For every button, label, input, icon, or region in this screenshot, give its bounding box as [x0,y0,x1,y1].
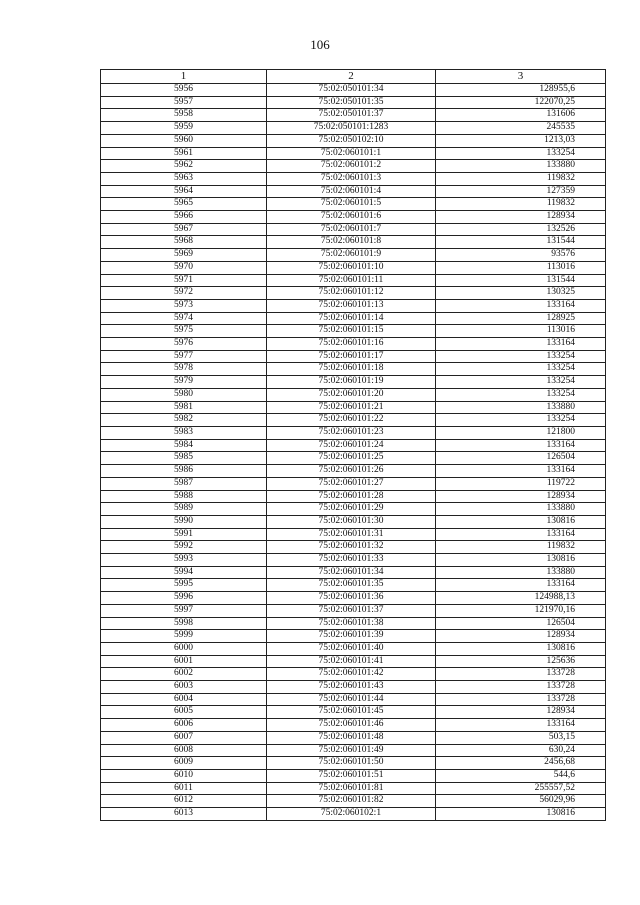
value-cell: 126504 [436,452,606,465]
row-number-cell: 5981 [101,401,267,414]
row-number-cell: 5998 [101,617,267,630]
table-row [101,592,606,605]
table-row [101,261,606,274]
row-number-cell: 5975 [101,325,267,338]
value-cell: 503,15 [436,731,606,744]
cadastral-number-cell: 75:02:060102:1 [267,808,436,821]
value-cell: 130816 [436,642,606,655]
cadastral-number-cell: 75:02:060101:39 [267,630,436,643]
value-cell: 56029,96 [436,795,606,808]
value-cell: 1213,03 [436,134,606,147]
table-row [101,109,606,122]
row-number-cell: 5958 [101,109,267,122]
row-number-cell: 5960 [101,134,267,147]
row-number-cell: 6000 [101,642,267,655]
value-cell: 133254 [436,414,606,427]
row-number-cell: 5977 [101,350,267,363]
cadastral-number-cell: 75:02:060101:44 [267,693,436,706]
value-cell: 128934 [436,706,606,719]
cadastral-number-cell: 75:02:060101:24 [267,439,436,452]
value-cell: 133254 [436,350,606,363]
row-number-cell: 5974 [101,312,267,325]
table-row [101,515,606,528]
table-row [101,198,606,211]
value-cell: 133164 [436,439,606,452]
row-number-cell: 5999 [101,630,267,643]
value-cell: 124988,13 [436,592,606,605]
table-row [101,782,606,795]
table-row [101,376,606,389]
cadastral-number-cell: 75:02:060101:50 [267,757,436,770]
table-row [101,668,606,681]
value-cell: 128934 [436,211,606,224]
value-cell: 133164 [436,528,606,541]
value-cell: 93576 [436,249,606,262]
row-number-cell: 6009 [101,757,267,770]
cadastral-number-cell: 75:02:050101:37 [267,109,436,122]
value-cell: 128934 [436,630,606,643]
row-number-cell: 6012 [101,795,267,808]
cadastral-number-cell: 75:02:060101:25 [267,452,436,465]
value-cell: 119832 [436,172,606,185]
header-row [101,70,606,84]
table-row [101,706,606,719]
table-row [101,744,606,757]
table-row [101,185,606,198]
table-row [101,363,606,376]
cadastral-number-cell: 75:02:060101:42 [267,668,436,681]
table-row [101,439,606,452]
cadastral-number-cell: 75:02:060101:32 [267,541,436,554]
table-row [101,693,606,706]
table-row [101,731,606,744]
table-row [101,274,606,287]
cadastral-number-cell: 75:02:060101:9 [267,249,436,262]
row-number-cell: 5991 [101,528,267,541]
row-number-cell: 6006 [101,719,267,732]
table-row [101,769,606,782]
value-cell: 544,6 [436,769,606,782]
cadastral-number-cell: 75:02:060101:1 [267,147,436,160]
value-cell: 119722 [436,477,606,490]
table-row [101,211,606,224]
table-row [101,681,606,694]
row-number-cell: 5994 [101,566,267,579]
table-row [101,147,606,160]
row-number-cell: 5983 [101,426,267,439]
column-header-2: 2 [267,70,436,84]
table-row [101,490,606,503]
value-cell: 133728 [436,693,606,706]
row-number-cell: 5961 [101,147,267,160]
row-number-cell: 5973 [101,299,267,312]
column-header-3: 3 [436,70,606,84]
value-cell: 131544 [436,236,606,249]
value-cell: 130816 [436,554,606,567]
table-row [101,325,606,338]
row-number-cell: 5959 [101,122,267,135]
value-cell: 119832 [436,198,606,211]
row-number-cell: 5979 [101,376,267,389]
cadastral-number-cell: 75:02:060101:7 [267,223,436,236]
cadastral-number-cell: 75:02:060101:13 [267,299,436,312]
cadastral-number-cell: 75:02:060101:21 [267,401,436,414]
cadastral-number-cell: 75:02:060101:28 [267,490,436,503]
cadastral-number-cell: 75:02:060101:40 [267,642,436,655]
cadastral-number-cell: 75:02:060101:51 [267,769,436,782]
value-cell: 2456,68 [436,757,606,770]
row-number-cell: 6002 [101,668,267,681]
cadastral-number-cell: 75:02:060101:17 [267,350,436,363]
value-cell: 133880 [436,160,606,173]
value-cell: 133164 [436,719,606,732]
row-number-cell: 5978 [101,363,267,376]
row-number-cell: 6001 [101,655,267,668]
cadastral-number-cell: 75:02:060101:16 [267,338,436,351]
row-number-cell: 5993 [101,554,267,567]
table-row [101,249,606,262]
value-cell: 255557,52 [436,782,606,795]
cadastral-number-cell: 75:02:060101:36 [267,592,436,605]
value-cell: 133164 [436,299,606,312]
value-cell: 126504 [436,617,606,630]
value-cell: 127359 [436,185,606,198]
row-number-cell: 5988 [101,490,267,503]
value-cell: 133164 [436,579,606,592]
cadastral-number-cell: 75:02:060101:4 [267,185,436,198]
cadastral-number-cell: 75:02:060101:43 [267,681,436,694]
value-cell: 113016 [436,325,606,338]
cadastral-number-cell: 75:02:060101:35 [267,579,436,592]
row-number-cell: 5967 [101,223,267,236]
cadastral-number-cell: 75:02:050101:34 [267,84,436,97]
value-cell: 131544 [436,274,606,287]
table-row [101,541,606,554]
cadastral-number-cell: 75:02:060101:23 [267,426,436,439]
value-cell: 119832 [436,541,606,554]
value-cell: 121800 [436,426,606,439]
cadastral-number-cell: 75:02:060101:81 [267,782,436,795]
row-number-cell: 6011 [101,782,267,795]
value-cell: 133728 [436,668,606,681]
cadastral-number-cell: 75:02:060101:38 [267,617,436,630]
table-row [101,465,606,478]
cadastral-number-cell: 75:02:060101:3 [267,172,436,185]
row-number-cell: 5962 [101,160,267,173]
row-number-cell: 5997 [101,604,267,617]
value-cell: 122070,25 [436,96,606,109]
row-number-cell: 5976 [101,338,267,351]
value-cell: 630,24 [436,744,606,757]
value-cell: 128925 [436,312,606,325]
table-row [101,579,606,592]
table-row [101,630,606,643]
cadastral-number-cell: 75:02:060101:49 [267,744,436,757]
table-row [101,388,606,401]
page-number: 106 [310,37,330,52]
value-cell: 128955,6 [436,84,606,97]
value-cell: 130816 [436,808,606,821]
cadastral-number-cell: 75:02:060101:31 [267,528,436,541]
table-row [101,528,606,541]
row-number-cell: 5984 [101,439,267,452]
value-cell: 133254 [436,147,606,160]
column-header-1: 1 [101,70,267,84]
row-number-cell: 5969 [101,249,267,262]
cadastral-number-cell: 75:02:060101:82 [267,795,436,808]
table-body [101,84,606,821]
value-cell: 133880 [436,503,606,516]
table-row [101,604,606,617]
data-table [100,69,606,821]
cadastral-number-cell: 75:02:060101:33 [267,554,436,567]
row-number-cell: 5972 [101,287,267,300]
table-row [101,84,606,97]
cadastral-number-cell: 75:02:060101:18 [267,363,436,376]
cadastral-number-cell: 75:02:060101:27 [267,477,436,490]
cadastral-number-cell: 75:02:050101:35 [267,96,436,109]
cadastral-number-cell: 75:02:060101:10 [267,261,436,274]
value-cell: 131606 [436,109,606,122]
row-number-cell: 5980 [101,388,267,401]
row-number-cell: 5987 [101,477,267,490]
cadastral-number-cell: 75:02:060101:14 [267,312,436,325]
table-header [101,70,606,84]
cadastral-number-cell: 75:02:060101:12 [267,287,436,300]
table-row [101,566,606,579]
cadastral-number-cell: 75:02:060101:2 [267,160,436,173]
row-number-cell: 6005 [101,706,267,719]
value-cell: 133164 [436,465,606,478]
value-cell: 132526 [436,223,606,236]
value-cell: 245535 [436,122,606,135]
table-row [101,350,606,363]
table-row [101,554,606,567]
table-row [101,287,606,300]
row-number-cell: 5996 [101,592,267,605]
value-cell: 125636 [436,655,606,668]
row-number-cell: 6004 [101,693,267,706]
value-cell: 133880 [436,566,606,579]
row-number-cell: 5990 [101,515,267,528]
row-number-cell: 6008 [101,744,267,757]
value-cell: 121970,16 [436,604,606,617]
cadastral-number-cell: 75:02:060101:41 [267,655,436,668]
table-row [101,452,606,465]
cadastral-number-cell: 75:02:060101:11 [267,274,436,287]
row-number-cell: 5992 [101,541,267,554]
table-row [101,299,606,312]
row-number-cell: 6007 [101,731,267,744]
cadastral-number-cell: 75:02:060101:20 [267,388,436,401]
cadastral-number-cell: 75:02:060101:46 [267,719,436,732]
row-number-cell: 5968 [101,236,267,249]
cadastral-number-cell: 75:02:060101:34 [267,566,436,579]
row-number-cell: 6003 [101,681,267,694]
table-row [101,655,606,668]
cadastral-number-cell: 75:02:060101:19 [267,376,436,389]
value-cell: 133254 [436,376,606,389]
value-cell: 128934 [436,490,606,503]
table-row [101,426,606,439]
cadastral-number-cell: 75:02:060101:5 [267,198,436,211]
table-row [101,96,606,109]
cadastral-number-cell: 75:02:060101:8 [267,236,436,249]
value-cell: 133254 [436,388,606,401]
table-row [101,312,606,325]
row-number-cell: 5985 [101,452,267,465]
cadastral-number-cell: 75:02:060101:26 [267,465,436,478]
table-row [101,719,606,732]
cadastral-number-cell: 75:02:050102:10 [267,134,436,147]
row-number-cell: 5963 [101,172,267,185]
cadastral-number-cell: 75:02:060101:6 [267,211,436,224]
row-number-cell: 5986 [101,465,267,478]
value-cell: 130325 [436,287,606,300]
row-number-cell: 5964 [101,185,267,198]
table-row [101,223,606,236]
table-row [101,477,606,490]
row-number-cell: 5982 [101,414,267,427]
cadastral-number-cell: 75:02:060101:48 [267,731,436,744]
cadastral-number-cell: 75:02:060101:15 [267,325,436,338]
row-number-cell: 5956 [101,84,267,97]
row-number-cell: 5957 [101,96,267,109]
row-number-cell: 5970 [101,261,267,274]
row-number-cell: 5995 [101,579,267,592]
table-row [101,642,606,655]
value-cell: 133164 [436,338,606,351]
table-row [101,160,606,173]
table-row [101,401,606,414]
cadastral-number-cell: 75:02:060101:29 [267,503,436,516]
table-row [101,122,606,135]
table-row [101,338,606,351]
row-number-cell: 5971 [101,274,267,287]
cadastral-number-cell: 75:02:050101:1283 [267,122,436,135]
value-cell: 133880 [436,401,606,414]
table-row [101,236,606,249]
value-cell: 113016 [436,261,606,274]
value-cell: 133728 [436,681,606,694]
table-row [101,134,606,147]
table-row [101,795,606,808]
table-row [101,757,606,770]
table-row [101,808,606,821]
cadastral-number-cell: 75:02:060101:37 [267,604,436,617]
table-row [101,414,606,427]
table-row [101,503,606,516]
value-cell: 130816 [436,515,606,528]
value-cell: 133254 [436,363,606,376]
table-row [101,617,606,630]
row-number-cell: 5989 [101,503,267,516]
cadastral-number-cell: 75:02:060101:30 [267,515,436,528]
row-number-cell: 5966 [101,211,267,224]
table-row [101,172,606,185]
cadastral-number-cell: 75:02:060101:22 [267,414,436,427]
row-number-cell: 6010 [101,769,267,782]
cadastral-number-cell: 75:02:060101:45 [267,706,436,719]
row-number-cell: 6013 [101,808,267,821]
row-number-cell: 5965 [101,198,267,211]
